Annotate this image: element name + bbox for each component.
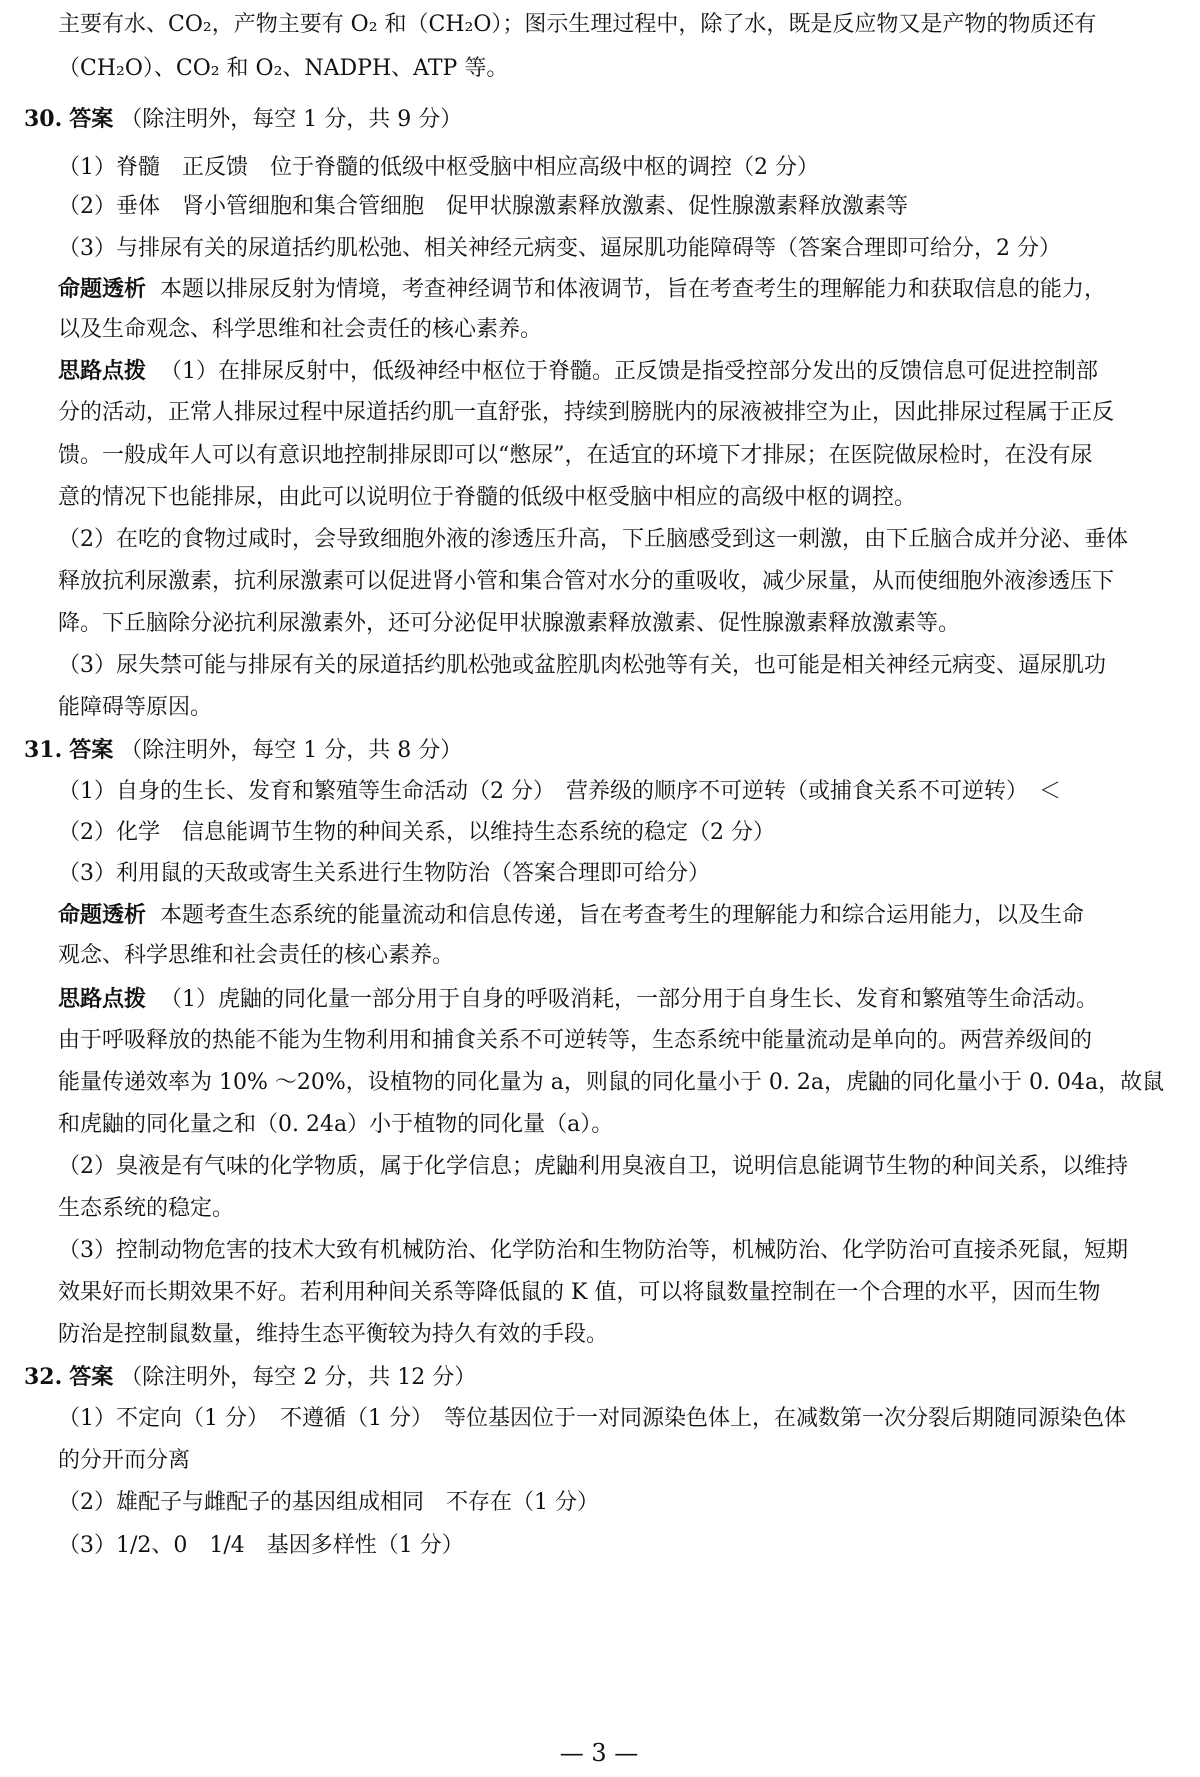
hint-line: 思路点拨 （1）虎鼬的同化量一部分用于自身的呼吸消耗，一部分用于自身生长、发育和繁殖等生命活动。 (58, 986, 1099, 1012)
score-note: （除注明外，每空 2 分，共 12 分） (120, 1365, 477, 1390)
hint-line: 分的活动，正常人排尿过程中尿道括约肌一直舒张，持续到膀胱内的尿液被排空为止，因此排尿过程属于正反 (58, 400, 1115, 425)
hint-line: 和虎鼬的同化量之和（0. 24a）小于植物的同化量（a）。 (58, 1112, 614, 1137)
hint-line: 意的情况下也能排尿，由此可以说明位于脊髓的低级中枢受脑中相应的高级中枢的调控。 (58, 485, 917, 510)
hint-line: 防治是控制鼠数量，维持生态平衡较为持久有效的手段。 (58, 1322, 609, 1347)
hint-line: 释放抗利尿激素，抗利尿激素可以促进肾小管和集合管对水分的重吸收，减少尿量，从而使细胞外液渗透压下 (58, 569, 1115, 594)
hint-line: 能障碍等原因。 (58, 695, 213, 720)
question-31-header (24, 735, 462, 766)
hint-line: 能量传递效率为 10% ～20%，设植物的同化量为 a，则鼠的同化量小于 0. 2a，虎鼬的同化量小于 0. 04a，故鼠 (58, 1070, 1165, 1095)
question-number: 31. (24, 737, 63, 763)
answer-line: 的分开而分离 (58, 1448, 191, 1473)
hint-line: （2）在吃的食物过咸时，会导致细胞外液的渗透压升高，下丘脑感受到这一刺激，由下丘脑合成并分泌、垂体 (58, 527, 1129, 552)
hint-line: 生态系统的稳定。 (58, 1196, 235, 1221)
hint-line: 效果好而长期效果不好。若利用种间关系等降低鼠的 K 值，可以将鼠数量控制在一个合理的水平，因而生物 (58, 1280, 1101, 1305)
score-note: （除注明外，每空 1 分，共 8 分） (120, 738, 463, 763)
hint-line: 馈。一般成年人可以有意识地控制排尿即可以“憋尿”，在适宜的环境下才排尿；在医院做尿检时，在没有尿 (58, 443, 1093, 468)
hint-line: 由于呼吸释放的热能不能为生物利用和捕食关系不可逆转等，生态系统中能量流动是单向的。两营养级间的 (58, 1028, 1093, 1053)
document-page (24, 10, 1174, 1770)
hint-line: 降。下丘脑除分泌抗利尿激素外，还可分泌促甲状腺激素释放激素、促性腺激素释放激素等。 (58, 611, 961, 636)
answer-line: （3）与排尿有关的尿道括约肌松弛、相关神经元病变、逼尿肌功能障碍等（答案合理即可给分，2 分） (58, 236, 1061, 261)
answer-label: 答案 (69, 737, 114, 763)
analysis-label: 命题透析 (58, 902, 147, 928)
analysis-line: 以及生命观念、科学思维和社会责任的核心素养。 (58, 317, 543, 342)
hint-label: 思路点拨 (58, 358, 147, 384)
analysis-label: 命题透析 (58, 276, 147, 302)
hint-line: 思路点拨 （1）在排尿反射中，低级神经中枢位于脊髓。正反馈是指受控部分发出的反馈信息可促进控制部 (58, 358, 1099, 384)
question-number: 30. (24, 106, 63, 132)
answer-line: （1）脊髓 正反馈 位于脊髓的低级中枢受脑中相应高级中枢的调控（2 分） (58, 155, 819, 180)
answer-line: （1）不定向（1 分） 不遵循（1 分） 等位基因位于一对同源染色体上，在减数第一次分裂后期随同源染色体 (58, 1406, 1126, 1431)
hint-line: （3）尿失禁可能与排尿有关的尿道括约肌松弛或盆腔肌肉松弛等有关，也可能是相关神经元病变、逼尿肌功 (58, 653, 1107, 678)
answer-label: 答案 (69, 106, 114, 132)
answer-line: （3）1/2、0 1/4 基因多样性（1 分） (58, 1533, 464, 1558)
answer-line: （3）利用鼠的天敌或寄生关系进行生物防治（答案合理即可给分） (58, 861, 710, 886)
hint-label: 思路点拨 (58, 986, 147, 1012)
hint-line: （3）控制动物危害的技术大致有机械防治、化学防治和生物防治等，机械防治、化学防治可直接杀死鼠，短期 (58, 1238, 1129, 1263)
answer-line: （2）化学 信息能调节生物的种间关系，以维持生态系统的稳定（2 分） (58, 820, 775, 845)
analysis-line: 观念、科学思维和社会责任的核心素养。 (58, 943, 455, 968)
answer-label: 答案 (69, 1364, 114, 1390)
hint-line: （2）臭液是有气味的化学物质，属于化学信息；虎鼬利用臭液自卫，说明信息能调节生物的种间关系，以维持 (58, 1154, 1129, 1179)
analysis-line: 命题透析 本题考查生态系统的能量流动和信息传递，旨在考查考生的理解能力和综合运用能力，以及生命 (58, 902, 1085, 928)
score-note: （除注明外，每空 1 分，共 9 分） (120, 107, 463, 132)
analysis-line: 命题透析 本题以排尿反射为情境，考查神经调节和体液调节，旨在考查考生的理解能力和获取信息的能力， (58, 276, 1107, 302)
question-32-header (24, 1362, 476, 1393)
text-line: （CH₂O）、CO₂ 和 O₂、NADPH、ATP 等。 (58, 56, 509, 81)
answer-line: （2）雄配子与雌配子的基因组成相同 不存在（1 分） (58, 1490, 599, 1515)
question-30-header (24, 104, 462, 135)
text-line: 主要有水、CO₂，产物主要有 O₂ 和（CH₂O）；图示生理过程中，除了水，既是反应物又是产物的物质还有 (58, 12, 1097, 37)
answer-line: （1）自身的生长、发育和繁殖等生命活动（2 分） 营养级的顺序不可逆转（或捕食关系不可逆转） ＜ (58, 779, 1061, 804)
page-number: — 3 — (559, 1739, 639, 1767)
question-number: 32. (24, 1364, 63, 1390)
answer-line: （2）垂体 肾小管细胞和集合管细胞 促甲状腺激素释放激素、促性腺激素释放激素等 (58, 194, 908, 219)
